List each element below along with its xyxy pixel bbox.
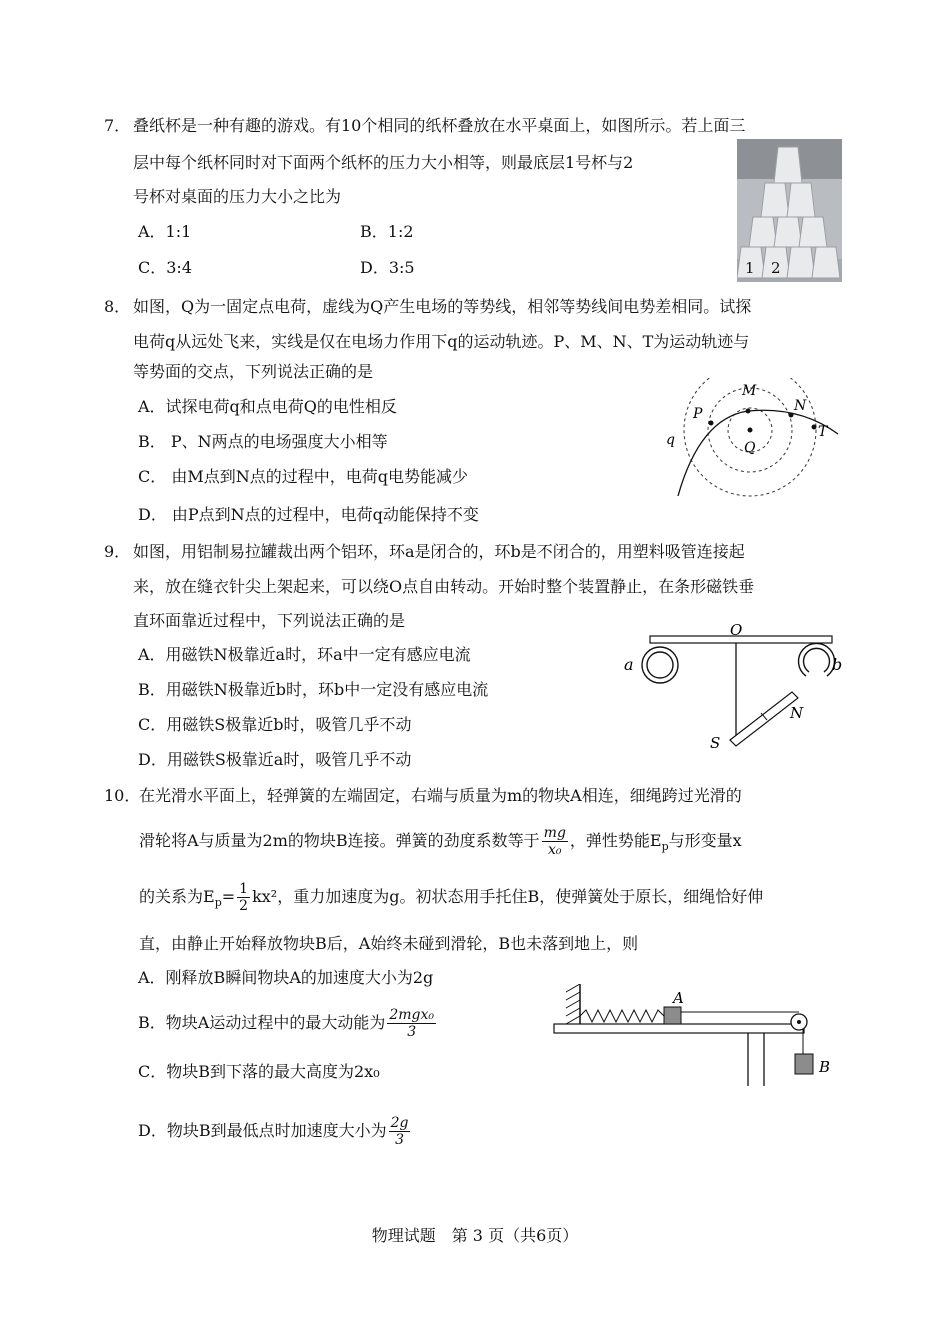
q10-line-4: 直，由静止开始释放物块B后，A始终未碰到滑轮，B也未落到地上，则 [139,934,639,953]
half-denominator: 2 [239,898,249,914]
cup-label-2: 2 [771,259,781,277]
q10-option-b-pre: B．物块A运动过程中的最大动能为 [138,1013,386,1032]
q10-line-2-sub: p [661,840,669,854]
spring-pulley-diagram [552,984,842,1088]
label-N: N [794,398,807,414]
q9-option-c: C．用磁铁S极靠近b时，吸管几乎不动 [138,715,412,734]
q10-option-a: A．刚释放B瞬间物块A的加速度大小为2g [138,968,434,987]
label-b: b [832,655,843,674]
label-T: T [818,424,828,440]
q7-option-d: D．3:5 [360,258,415,277]
q10-line-1: 在光滑水平面上，轻弹簧的左端固定，右端与质量为m的物块A相连，细绳跨过光滑的 [139,786,742,805]
label-P: P [693,406,703,422]
q9-line-1: 如图，用铝制易拉罐裁出两个铝环，环a是闭合的，环b是不闭合的，用塑料吸管连接起 [133,542,745,561]
aluminum-rings-diagram [620,618,855,753]
q9-line-2: 来，放在缝衣针尖上架起来，可以绕O点自由转动。开始时整个装置静止，在条形磁铁垂 [133,577,755,596]
equipotential-diagram [660,378,850,503]
label-M: M [742,383,757,399]
q10-line-3-pre: 的关系为E [139,887,215,906]
q10-line-2-post: ，弹性势能E [569,831,662,850]
paper-cups-photo [737,139,842,282]
q7-option-c: C．3:4 [138,258,192,277]
cup-label-1: 1 [745,259,755,277]
q10-line-3-eq: = [221,887,236,906]
q10-option-d [138,1114,412,1148]
acceleration-fraction [389,1115,411,1148]
half-numerator: 1 [239,881,249,897]
q10-option-d-pre: D．物块B到最低点时加速度大小为 [138,1121,387,1140]
q7-line-3: 号杯对桌面的压力大小之比为 [133,187,342,206]
q10-line-2 [139,824,742,864]
q8-option-a: A．试探电荷q和点电荷Q的电性相反 [138,397,397,416]
q9-option-b: B．用磁铁N极靠近b时，环b中一定没有感应电流 [138,680,489,699]
q8-option-d: D． 由P点到N点的过程中，电荷q动能保持不变 [138,505,479,524]
q8-line-2: 电荷q从远处飞来，实线是仅在电场力作用下q的运动轨迹。P、M、N、T为运动轨迹与 [133,332,750,351]
spring-constant-fraction [542,825,568,858]
q7-option-a: A．1:1 [138,222,192,241]
optB-denominator: 3 [407,1024,417,1040]
q7-option-b: B．1:2 [360,222,414,241]
optD-numerator: 2g [390,1115,409,1131]
label-Q: Q [744,440,756,456]
k-denominator: x₀ [548,842,562,858]
label-a: a [624,655,634,674]
label-O: O [730,621,743,639]
max-kinetic-energy-fraction [387,1007,436,1040]
q8-option-b: B． P、N两点的电场强度大小相等 [138,432,388,451]
q10-line-2-end: 与形变量x [668,831,742,850]
q9-option-d: D．用磁铁S极靠近a时，吸管几乎不动 [138,750,412,769]
q8-option-c: C． 由M点到N点的过程中，电荷q电势能减少 [138,467,468,486]
page-footer: 物理试题 第 3 页（共6页） [371,1226,579,1245]
q9-line-3: 直环面靠近过程中，下列说法正确的是 [133,611,406,630]
point-charge-Q [748,428,753,433]
k-numerator: mg [543,825,566,841]
q8-number: 8． [104,297,131,316]
optB-numerator: 2mgx₀ [389,1007,434,1023]
q8-line-3: 等势面的交点，下列说法正确的是 [133,362,374,381]
label-N-pole: N [790,704,804,722]
q9-option-a: A．用磁铁N极靠近a时，环a中一定有感应电流 [138,645,471,664]
q10-option-b [138,1006,438,1040]
q10-line-3-sub: p [214,896,222,910]
label-S-pole: S [710,734,721,752]
q7-line-2: 层中每个纸杯同时对下面两个纸杯的压力大小相等，则最底层1号杯与2 [133,153,634,172]
optD-denominator: 3 [395,1132,404,1148]
label-A: A [673,989,684,1007]
half-fraction [237,881,250,914]
q10-line-3-post: kx²，重力加速度为g。初状态用手托住B，使弹簧处于原长，细绳恰好伸 [252,887,764,906]
q10-option-c: C．物块B到下落的最大高度为2x₀ [138,1062,380,1081]
label-B: B [819,1058,831,1076]
q7-line-1: 叠纸杯是一种有趣的游戏。有10个相同的纸杯叠放在水平桌面上，如图所示。若上面三 [133,116,746,135]
q9-number: 9． [104,542,131,561]
q10-line-3 [139,880,763,920]
q10-number: 10． [104,786,141,805]
q7-number: 7． [104,116,131,135]
q10-line-2-pre: 滑轮将A与质量为2m的物块B连接。弹簧的劲度系数等于 [139,831,540,850]
q8-line-1: 如图，Q为一固定点电荷，虚线为Q产生电场的等势线，相邻等势线间电势差相同。试探 [133,297,752,316]
label-q: q [666,432,675,448]
